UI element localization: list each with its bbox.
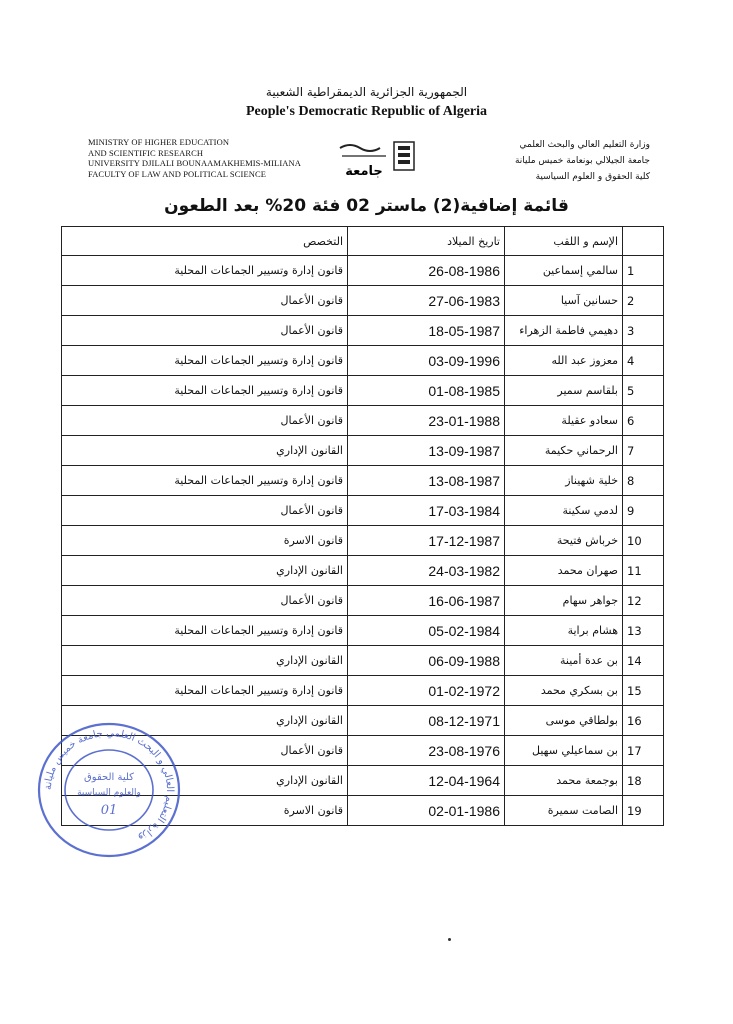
svg-text:وزارة التعليم العالي و البحث ا	[43, 728, 175, 844]
row-number-cell: 19	[623, 796, 664, 826]
row-number-cell: 8	[623, 466, 664, 496]
header-right-line: جامعة الجيلالي بونعامة خميس مليانة	[514, 156, 650, 166]
student-name-cell: بن بسكري محمد	[505, 676, 623, 706]
header-country-en: People's Democratic Republic of Algeria	[245, 104, 488, 119]
col-header-num	[623, 227, 664, 256]
row-number-cell: 2	[623, 286, 664, 316]
student-name-cell: صهران محمد	[505, 556, 623, 586]
table-row	[62, 676, 664, 706]
table-row	[62, 406, 664, 436]
specialty-cell: قانون إدارة وتسيير الجماعات المحلية	[62, 616, 348, 646]
col-header-name: الإسم و اللقب	[505, 227, 623, 256]
birth-date-cell: 27-06-1983	[348, 286, 505, 316]
birth-date-cell: 17-03-1984	[348, 496, 505, 526]
header-left-line: AND SCIENTIFIC RESEARCH	[88, 147, 204, 158]
official-stamp	[34, 720, 184, 860]
birth-date-cell: 13-08-1987	[348, 466, 505, 496]
logo-wordmark: جامعة	[345, 164, 383, 179]
specialty-cell: قانون الأعمال	[62, 736, 348, 766]
specialty-cell: قانون الاسرة	[62, 526, 348, 556]
table-row	[62, 286, 664, 316]
specialty-cell: قانون الأعمال	[62, 586, 348, 616]
row-number-cell: 11	[623, 556, 664, 586]
student-name-cell: الصامت سميرة	[505, 796, 623, 826]
stamp-number: 01	[100, 803, 118, 818]
row-number-cell: 3	[623, 316, 664, 346]
specialty-cell: قانون إدارة وتسيير الجماعات المحلية	[62, 376, 348, 406]
row-number-cell: 14	[623, 646, 664, 676]
row-number-cell: 9	[623, 496, 664, 526]
specialty-cell: قانون الاسرة	[62, 796, 348, 826]
header-country-ar: الجمهورية الجزائرية الديمقراطية الشعبية	[265, 85, 468, 99]
student-name-cell: بن عدة أمينة	[505, 646, 623, 676]
table-row	[62, 376, 664, 406]
student-name-cell: بلقاسم سمير	[505, 376, 623, 406]
row-number-cell: 6	[623, 406, 664, 436]
student-name-cell: بولطاقي موسى	[505, 706, 623, 736]
birth-date-cell: 02-01-1986	[348, 796, 505, 826]
specialty-cell: قانون إدارة وتسيير الجماعات المحلية	[62, 676, 348, 706]
student-name-cell: بن سماعيلي سهيل	[505, 736, 623, 766]
row-number-cell: 10	[623, 526, 664, 556]
birth-date-cell: 06-09-1988	[348, 646, 505, 676]
specialty-cell: القانون الإداري	[62, 706, 348, 736]
student-name-cell: خلية شهيناز	[505, 466, 623, 496]
row-number-cell: 12	[623, 586, 664, 616]
birth-date-cell: 05-02-1984	[348, 616, 505, 646]
row-number-cell: 5	[623, 376, 664, 406]
birth-date-cell: 03-09-1996	[348, 346, 505, 376]
student-name-cell: سعادو عقيلة	[505, 406, 623, 436]
table-row	[62, 616, 664, 646]
header-right-line: كلية الحقوق و العلوم السياسية	[535, 172, 650, 182]
header-left-line: FACULTY OF LAW AND POLITICAL SCIENCE	[88, 168, 267, 179]
ink-dot	[448, 938, 451, 941]
table-row	[62, 646, 664, 676]
header-left-block	[88, 137, 338, 179]
table-row	[62, 556, 664, 586]
birth-date-cell: 26-08-1986	[348, 256, 505, 286]
birth-date-cell: 12-04-1964	[348, 766, 505, 796]
row-number-cell: 13	[623, 616, 664, 646]
table-row	[62, 496, 664, 526]
table-row	[62, 256, 664, 286]
birth-date-cell: 01-02-1972	[348, 676, 505, 706]
student-name-cell: سالمي إسماعين	[505, 256, 623, 286]
birth-date-cell: 24-03-1982	[348, 556, 505, 586]
student-name-cell: حسانين آسيا	[505, 286, 623, 316]
table-row	[62, 316, 664, 346]
student-name-cell: معزوز عبد الله	[505, 346, 623, 376]
birth-date-cell: 18-05-1987	[348, 316, 505, 346]
table-row	[62, 466, 664, 496]
university-logo	[336, 138, 418, 180]
row-number-cell: 7	[623, 436, 664, 466]
specialty-cell: القانون الإداري	[62, 436, 348, 466]
table-row	[62, 346, 664, 376]
student-name-cell: بوجمعة محمد	[505, 766, 623, 796]
col-header-birth: تاريخ الميلاد	[348, 227, 505, 256]
specialty-cell: قانون الأعمال	[62, 406, 348, 436]
birth-date-cell: 23-08-1976	[348, 736, 505, 766]
header-right-block	[470, 137, 650, 185]
table-header-row	[62, 227, 664, 256]
header-right-line: وزارة التعليم العالي والبحث العلمي	[519, 140, 650, 150]
specialty-cell: قانون الأعمال	[62, 496, 348, 526]
row-number-cell: 4	[623, 346, 664, 376]
birth-date-cell: 01-08-1985	[348, 376, 505, 406]
student-name-cell: جواهر سهام	[505, 586, 623, 616]
specialty-cell: القانون الإداري	[62, 766, 348, 796]
table-row	[62, 436, 664, 466]
specialty-cell: قانون إدارة وتسيير الجماعات المحلية	[62, 256, 348, 286]
col-header-spec: التخصص	[62, 227, 348, 256]
specialty-cell: قانون إدارة وتسيير الجماعات المحلية	[62, 346, 348, 376]
row-number-cell: 1	[623, 256, 664, 286]
stamp-center-line1: كلية الحقوق	[84, 772, 134, 783]
row-number-cell: 18	[623, 766, 664, 796]
header-left-line: MINISTRY OF HIGHER EDUCATION	[88, 137, 230, 147]
student-name-cell: لدمي سكينة	[505, 496, 623, 526]
row-number-cell: 15	[623, 676, 664, 706]
birth-date-cell: 08-12-1971	[348, 706, 505, 736]
specialty-cell: قانون إدارة وتسيير الجماعات المحلية	[62, 466, 348, 496]
specialty-cell: القانون الإداري	[62, 556, 348, 586]
birth-date-cell: 17-12-1987	[348, 526, 505, 556]
specialty-cell: قانون الأعمال	[62, 316, 348, 346]
row-number-cell: 16	[623, 706, 664, 736]
student-name-cell: دهيمي فاطمة الزهراء	[505, 316, 623, 346]
stamp-center-line2: والعلوم السياسية	[77, 788, 141, 798]
stamp-ring-text: وزارة التعليم العالي و البحث العلمي جامعة خميس مليانة	[42, 727, 176, 844]
student-name-cell: هشام براية	[505, 616, 623, 646]
specialty-cell: القانون الإداري	[62, 646, 348, 676]
table-row	[62, 526, 664, 556]
student-name-cell: خرباش فتيحة	[505, 526, 623, 556]
header-left-line: UNIVERSITY DJILALI BOUNAAMAKHEMIS-MILIANA	[88, 158, 301, 168]
birth-date-cell: 16-06-1987	[348, 586, 505, 616]
birth-date-cell: 23-01-1988	[348, 406, 505, 436]
birth-date-cell: 13-09-1987	[348, 436, 505, 466]
specialty-cell: قانون الأعمال	[62, 286, 348, 316]
student-name-cell: الرحماني حكيمة	[505, 436, 623, 466]
row-number-cell: 17	[623, 736, 664, 766]
document-title: قائمة إضافية(2) ماستر 02 فئة 20% بعد الطعون	[164, 196, 569, 216]
table-row	[62, 586, 664, 616]
